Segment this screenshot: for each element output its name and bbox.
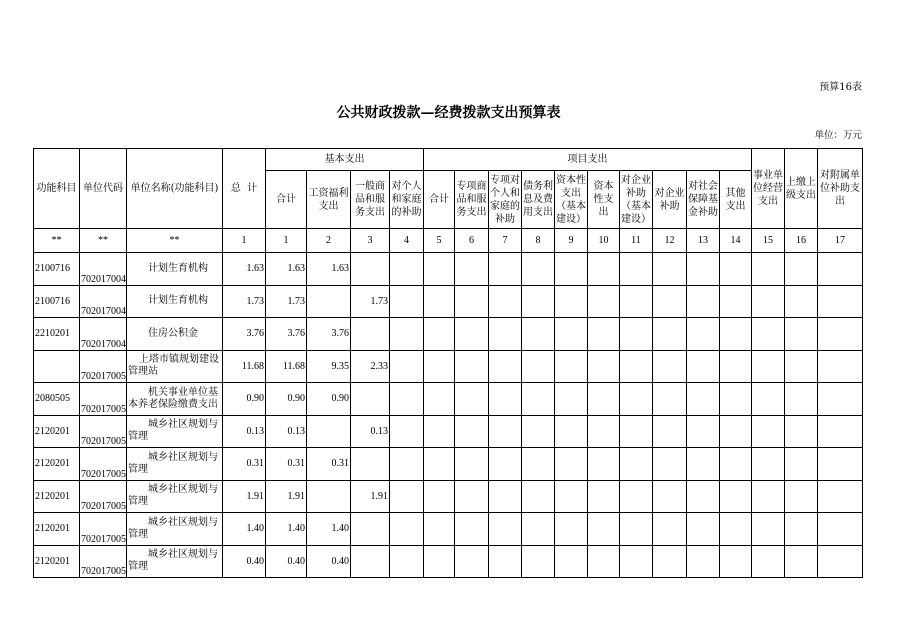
project-goods-services-cell xyxy=(455,415,489,448)
subsidy-to-affiliates-cell xyxy=(818,513,863,546)
project-personal-family-subsidy-cell xyxy=(489,448,522,481)
grand-total-cell: 0.31 xyxy=(223,448,266,481)
basic-goods-services-cell xyxy=(351,383,390,416)
project-enterprise-subsidy-construction-cell xyxy=(620,253,653,286)
project-enterprise-subsidy-cell xyxy=(653,480,687,513)
unit-name-cell: 城乡社区规划与管理 xyxy=(127,513,223,546)
project-total-cell xyxy=(424,253,455,286)
col-header-remit-to-superior: 上缴上级支出 xyxy=(785,149,818,229)
business-operating-expense-cell xyxy=(752,415,785,448)
basic-goods-services-cell xyxy=(351,513,390,546)
basic-total-cell: 1.91 xyxy=(266,480,307,513)
table-row xyxy=(34,545,863,578)
project-capital-cell xyxy=(588,383,620,416)
index-project-enterprise-subsidy: 12 xyxy=(653,229,687,253)
project-personal-family-subsidy-cell xyxy=(489,415,522,448)
basic-goods-services-cell xyxy=(351,545,390,578)
table-row xyxy=(34,318,863,351)
subsidy-to-affiliates-cell xyxy=(818,253,863,286)
grand-total-cell: 0.90 xyxy=(223,383,266,416)
project-capital-cell xyxy=(588,513,620,546)
col-header-project-total: 合计 xyxy=(424,171,455,229)
project-enterprise-subsidy-cell xyxy=(653,253,687,286)
project-goods-services-cell xyxy=(455,350,489,383)
col-header-unit-name: 单位名称(功能科目) xyxy=(127,149,223,229)
subsidy-to-affiliates-cell xyxy=(818,318,863,351)
unit-name-cell: 城乡社区规划与管理 xyxy=(127,415,223,448)
project-goods-services-cell xyxy=(455,253,489,286)
basic-total-cell: 3.76 xyxy=(266,318,307,351)
col-header-project-enterprise-subsidy: 对企业补助 xyxy=(653,171,687,229)
business-operating-expense-cell xyxy=(752,253,785,286)
project-capital-construction-cell xyxy=(555,545,588,578)
project-debt-interest-cell xyxy=(522,383,555,416)
basic-goods-services-cell: 0.13 xyxy=(351,415,390,448)
col-header-basic-total: 合计 xyxy=(266,171,307,229)
project-capital-construction-cell xyxy=(555,513,588,546)
index-project-other: 14 xyxy=(720,229,752,253)
subsidy-to-affiliates-cell xyxy=(818,480,863,513)
col-header-business-operating-expense: 事业单位经营支出 xyxy=(752,149,785,229)
project-total-cell xyxy=(424,285,455,318)
func-subject-cell: 2080505 xyxy=(34,383,80,416)
grand-total-cell: 1.91 xyxy=(223,480,266,513)
unit-name-cell: 城乡社区规划与管理 xyxy=(127,448,223,481)
project-other-cell xyxy=(720,285,752,318)
table-row xyxy=(34,513,863,546)
project-enterprise-subsidy-cell xyxy=(653,513,687,546)
project-capital-construction-cell xyxy=(555,318,588,351)
basic-personal-family-subsidy-cell xyxy=(390,318,424,351)
table-row xyxy=(34,448,863,481)
unit-code-cell: 702017005 xyxy=(80,545,127,578)
table-row xyxy=(34,415,863,448)
index-project-capital-construction: 9 xyxy=(555,229,588,253)
project-enterprise-subsidy-construction-cell xyxy=(620,350,653,383)
unit-label: 单位：万元 xyxy=(814,130,862,141)
project-social-security-subsidy-cell xyxy=(687,513,720,546)
project-personal-family-subsidy-cell xyxy=(489,285,522,318)
grand-total-cell: 11.68 xyxy=(223,350,266,383)
project-total-cell xyxy=(424,480,455,513)
project-debt-interest-cell xyxy=(522,513,555,546)
unit-code-cell: 702017005 xyxy=(80,480,127,513)
unit-code-cell: 702017004 xyxy=(80,318,127,351)
project-other-cell xyxy=(720,480,752,513)
basic-total-cell: 1.40 xyxy=(266,513,307,546)
project-goods-services-cell xyxy=(455,448,489,481)
project-total-cell xyxy=(424,318,455,351)
remit-to-superior-cell xyxy=(785,350,818,383)
col-header-func-subject: 功能科目 xyxy=(34,149,80,229)
business-operating-expense-cell xyxy=(752,480,785,513)
group-header-project: 项目支出 xyxy=(424,149,752,171)
remit-to-superior-cell xyxy=(785,383,818,416)
subsidy-to-affiliates-cell xyxy=(818,350,863,383)
project-enterprise-subsidy-construction-cell xyxy=(620,480,653,513)
table-body xyxy=(34,253,863,578)
project-social-security-subsidy-cell xyxy=(687,253,720,286)
basic-personal-family-subsidy-cell xyxy=(390,448,424,481)
project-personal-family-subsidy-cell xyxy=(489,513,522,546)
project-total-cell xyxy=(424,415,455,448)
basic-wages-welfare-cell: 9.35 xyxy=(307,350,351,383)
unit-name-cell: 计划生育机构 xyxy=(127,285,223,318)
grand-total-cell: 3.76 xyxy=(223,318,266,351)
index-project-goods-services: 6 xyxy=(455,229,489,253)
table-row xyxy=(34,480,863,513)
subsidy-to-affiliates-cell xyxy=(818,545,863,578)
subsidy-to-affiliates-cell xyxy=(818,285,863,318)
project-personal-family-subsidy-cell xyxy=(489,383,522,416)
business-operating-expense-cell xyxy=(752,285,785,318)
index-grand-total: 1 xyxy=(223,229,266,253)
project-enterprise-subsidy-cell xyxy=(653,285,687,318)
basic-total-cell: 11.68 xyxy=(266,350,307,383)
basic-wages-welfare-cell: 0.40 xyxy=(307,545,351,578)
col-header-project-social-security-subsidy: 对社会保障基金补助 xyxy=(687,171,720,229)
col-header-grand-total: 总 计 xyxy=(223,149,266,229)
basic-wages-welfare-cell: 1.40 xyxy=(307,513,351,546)
project-other-cell xyxy=(720,415,752,448)
basic-personal-family-subsidy-cell xyxy=(390,253,424,286)
project-capital-construction-cell xyxy=(555,253,588,286)
project-capital-cell xyxy=(588,448,620,481)
business-operating-expense-cell xyxy=(752,513,785,546)
project-capital-cell xyxy=(588,285,620,318)
col-header-project-enterprise-subsidy-construction: 对企业补助（基本建设） xyxy=(620,171,653,229)
func-subject-cell: 2120201 xyxy=(34,480,80,513)
basic-total-cell: 0.90 xyxy=(266,383,307,416)
unit-code-cell: 702017005 xyxy=(80,383,127,416)
project-debt-interest-cell xyxy=(522,318,555,351)
project-social-security-subsidy-cell xyxy=(687,545,720,578)
col-header-project-capital-construction: 资本性支出（基本建设） xyxy=(555,171,588,229)
index-subsidy-to-affiliates: 17 xyxy=(818,229,863,253)
basic-goods-services-cell: 1.73 xyxy=(351,285,390,318)
unit-name-cell: 住房公积金 xyxy=(127,318,223,351)
project-enterprise-subsidy-construction-cell xyxy=(620,545,653,578)
project-social-security-subsidy-cell xyxy=(687,318,720,351)
project-enterprise-subsidy-cell xyxy=(653,318,687,351)
project-debt-interest-cell xyxy=(522,415,555,448)
project-capital-cell xyxy=(588,253,620,286)
func-subject-cell: 2100716 xyxy=(34,285,80,318)
budget-table xyxy=(33,148,863,578)
header-row-index xyxy=(34,229,863,253)
basic-goods-services-cell xyxy=(351,448,390,481)
project-capital-construction-cell xyxy=(555,448,588,481)
project-capital-construction-cell xyxy=(555,480,588,513)
project-total-cell xyxy=(424,545,455,578)
unit-name-cell: 机关事业单位基本养老保险缴费支出 xyxy=(127,383,223,416)
basic-goods-services-cell xyxy=(351,253,390,286)
col-header-basic-goods-services: 一般商品和服务支出 xyxy=(351,171,390,229)
basic-total-cell: 0.31 xyxy=(266,448,307,481)
grand-total-cell: 0.13 xyxy=(223,415,266,448)
index-unit-code: ** xyxy=(80,229,127,253)
project-enterprise-subsidy-cell xyxy=(653,448,687,481)
col-header-project-personal-family-subsidy: 专项对个人和家庭的补助 xyxy=(489,171,522,229)
basic-personal-family-subsidy-cell xyxy=(390,545,424,578)
project-goods-services-cell xyxy=(455,513,489,546)
unit-name-cell: 城乡社区规划与管理 xyxy=(127,545,223,578)
remit-to-superior-cell xyxy=(785,448,818,481)
project-total-cell xyxy=(424,513,455,546)
project-social-security-subsidy-cell xyxy=(687,285,720,318)
unit-code-cell: 702017004 xyxy=(80,253,127,286)
remit-to-superior-cell xyxy=(785,513,818,546)
project-personal-family-subsidy-cell xyxy=(489,480,522,513)
project-enterprise-subsidy-construction-cell xyxy=(620,383,653,416)
business-operating-expense-cell xyxy=(752,350,785,383)
index-project-capital: 10 xyxy=(588,229,620,253)
unit-code-cell: 702017005 xyxy=(80,448,127,481)
business-operating-expense-cell xyxy=(752,318,785,351)
basic-personal-family-subsidy-cell xyxy=(390,513,424,546)
basic-wages-welfare-cell: 0.90 xyxy=(307,383,351,416)
basic-personal-family-subsidy-cell xyxy=(390,480,424,513)
project-capital-cell xyxy=(588,545,620,578)
project-social-security-subsidy-cell xyxy=(687,480,720,513)
unit-code-cell: 702017005 xyxy=(80,350,127,383)
business-operating-expense-cell xyxy=(752,545,785,578)
col-header-project-capital: 资本性支出 xyxy=(588,171,620,229)
basic-total-cell: 0.40 xyxy=(266,545,307,578)
project-other-cell xyxy=(720,253,752,286)
project-debt-interest-cell xyxy=(522,350,555,383)
grand-total-cell: 1.73 xyxy=(223,285,266,318)
form-number: 预算16表 xyxy=(819,82,862,93)
header-row-groups xyxy=(34,149,863,171)
project-debt-interest-cell xyxy=(522,448,555,481)
project-other-cell xyxy=(720,513,752,546)
project-debt-interest-cell xyxy=(522,285,555,318)
func-subject-cell: 2120201 xyxy=(34,513,80,546)
project-enterprise-subsidy-cell xyxy=(653,383,687,416)
business-operating-expense-cell xyxy=(752,383,785,416)
remit-to-superior-cell xyxy=(785,545,818,578)
project-capital-construction-cell xyxy=(555,285,588,318)
project-other-cell xyxy=(720,448,752,481)
col-header-unit-code: 单位代码 xyxy=(80,149,127,229)
project-social-security-subsidy-cell xyxy=(687,415,720,448)
project-capital-construction-cell xyxy=(555,350,588,383)
index-business-operating-expense: 15 xyxy=(752,229,785,253)
index-project-total: 5 xyxy=(424,229,455,253)
func-subject-cell: 2100716 xyxy=(34,253,80,286)
col-header-project-goods-services: 专项商品和服务支出 xyxy=(455,171,489,229)
index-unit-name: ** xyxy=(127,229,223,253)
project-capital-cell xyxy=(588,350,620,383)
basic-wages-welfare-cell xyxy=(307,480,351,513)
col-header-basic-personal-family-subsidy: 对个人和家庭的补助 xyxy=(390,171,424,229)
project-enterprise-subsidy-cell xyxy=(653,415,687,448)
project-enterprise-subsidy-cell xyxy=(653,350,687,383)
project-social-security-subsidy-cell xyxy=(687,448,720,481)
func-subject-cell: 2210201 xyxy=(34,318,80,351)
project-goods-services-cell xyxy=(455,285,489,318)
project-debt-interest-cell xyxy=(522,480,555,513)
subsidy-to-affiliates-cell xyxy=(818,415,863,448)
project-personal-family-subsidy-cell xyxy=(489,545,522,578)
table-row xyxy=(34,253,863,286)
project-other-cell xyxy=(720,350,752,383)
index-basic-total: 1 xyxy=(266,229,307,253)
func-subject-cell xyxy=(34,350,80,383)
project-personal-family-subsidy-cell xyxy=(489,253,522,286)
basic-goods-services-cell: 1.91 xyxy=(351,480,390,513)
project-goods-services-cell xyxy=(455,318,489,351)
func-subject-cell: 2120201 xyxy=(34,415,80,448)
unit-code-cell: 702017005 xyxy=(80,415,127,448)
unit-name-cell: 城乡社区规划与管理 xyxy=(127,480,223,513)
remit-to-superior-cell xyxy=(785,480,818,513)
index-basic-personal-family-subsidy: 4 xyxy=(390,229,424,253)
index-project-debt-interest: 8 xyxy=(522,229,555,253)
page-title: 公共财政拨款—经费拨款支出预算表 xyxy=(336,105,561,121)
basic-total-cell: 1.63 xyxy=(266,253,307,286)
project-capital-construction-cell xyxy=(555,415,588,448)
index-basic-wages-welfare: 2 xyxy=(307,229,351,253)
project-total-cell xyxy=(424,448,455,481)
project-capital-cell xyxy=(588,415,620,448)
basic-goods-services-cell xyxy=(351,318,390,351)
index-project-enterprise-subsidy-construction: 11 xyxy=(620,229,653,253)
project-enterprise-subsidy-construction-cell xyxy=(620,415,653,448)
project-enterprise-subsidy-construction-cell xyxy=(620,318,653,351)
project-debt-interest-cell xyxy=(522,545,555,578)
unit-name-cell: 上塔市镇规划建设管理站 xyxy=(127,350,223,383)
basic-wages-welfare-cell: 0.31 xyxy=(307,448,351,481)
project-capital-cell xyxy=(588,480,620,513)
col-header-project-other: 其他支出 xyxy=(720,171,752,229)
col-header-basic-wages-welfare: 工资福利支出 xyxy=(307,171,351,229)
project-capital-cell xyxy=(588,318,620,351)
basic-total-cell: 1.73 xyxy=(266,285,307,318)
unit-name-cell: 计划生育机构 xyxy=(127,253,223,286)
project-total-cell xyxy=(424,350,455,383)
basic-total-cell: 0.13 xyxy=(266,415,307,448)
grand-total-cell: 1.63 xyxy=(223,253,266,286)
project-debt-interest-cell xyxy=(522,253,555,286)
grand-total-cell: 1.40 xyxy=(223,513,266,546)
remit-to-superior-cell xyxy=(785,253,818,286)
project-goods-services-cell xyxy=(455,383,489,416)
remit-to-superior-cell xyxy=(785,318,818,351)
index-basic-goods-services: 3 xyxy=(351,229,390,253)
col-header-subsidy-to-affiliates: 对附属单位补助支出 xyxy=(818,149,863,229)
project-goods-services-cell xyxy=(455,545,489,578)
project-other-cell xyxy=(720,383,752,416)
func-subject-cell: 2120201 xyxy=(34,448,80,481)
project-other-cell xyxy=(720,545,752,578)
basic-wages-welfare-cell xyxy=(307,285,351,318)
business-operating-expense-cell xyxy=(752,448,785,481)
project-personal-family-subsidy-cell xyxy=(489,350,522,383)
basic-personal-family-subsidy-cell xyxy=(390,350,424,383)
project-total-cell xyxy=(424,383,455,416)
table-row xyxy=(34,350,863,383)
table-row xyxy=(34,383,863,416)
basic-personal-family-subsidy-cell xyxy=(390,285,424,318)
col-header-project-debt-interest: 债务利息及费用支出 xyxy=(522,171,555,229)
group-header-basic: 基本支出 xyxy=(266,149,424,171)
project-enterprise-subsidy-construction-cell xyxy=(620,448,653,481)
project-social-security-subsidy-cell xyxy=(687,383,720,416)
index-project-social-security-subsidy: 13 xyxy=(687,229,720,253)
basic-wages-welfare-cell: 1.63 xyxy=(307,253,351,286)
project-enterprise-subsidy-construction-cell xyxy=(620,513,653,546)
project-personal-family-subsidy-cell xyxy=(489,318,522,351)
grand-total-cell: 0.40 xyxy=(223,545,266,578)
project-goods-services-cell xyxy=(455,480,489,513)
project-capital-construction-cell xyxy=(555,383,588,416)
project-enterprise-subsidy-cell xyxy=(653,545,687,578)
basic-wages-welfare-cell xyxy=(307,415,351,448)
basic-personal-family-subsidy-cell xyxy=(390,415,424,448)
remit-to-superior-cell xyxy=(785,415,818,448)
index-project-personal-family-subsidy: 7 xyxy=(489,229,522,253)
index-func-subject: ** xyxy=(34,229,80,253)
subsidy-to-affiliates-cell xyxy=(818,383,863,416)
unit-code-cell: 702017005 xyxy=(80,513,127,546)
basic-goods-services-cell: 2.33 xyxy=(351,350,390,383)
project-social-security-subsidy-cell xyxy=(687,350,720,383)
table-row xyxy=(34,285,863,318)
project-other-cell xyxy=(720,318,752,351)
subsidy-to-affiliates-cell xyxy=(818,448,863,481)
index-remit-to-superior: 16 xyxy=(785,229,818,253)
unit-code-cell: 702017004 xyxy=(80,285,127,318)
remit-to-superior-cell xyxy=(785,285,818,318)
basic-personal-family-subsidy-cell xyxy=(390,383,424,416)
basic-wages-welfare-cell: 3.76 xyxy=(307,318,351,351)
project-enterprise-subsidy-construction-cell xyxy=(620,285,653,318)
func-subject-cell: 2120201 xyxy=(34,545,80,578)
